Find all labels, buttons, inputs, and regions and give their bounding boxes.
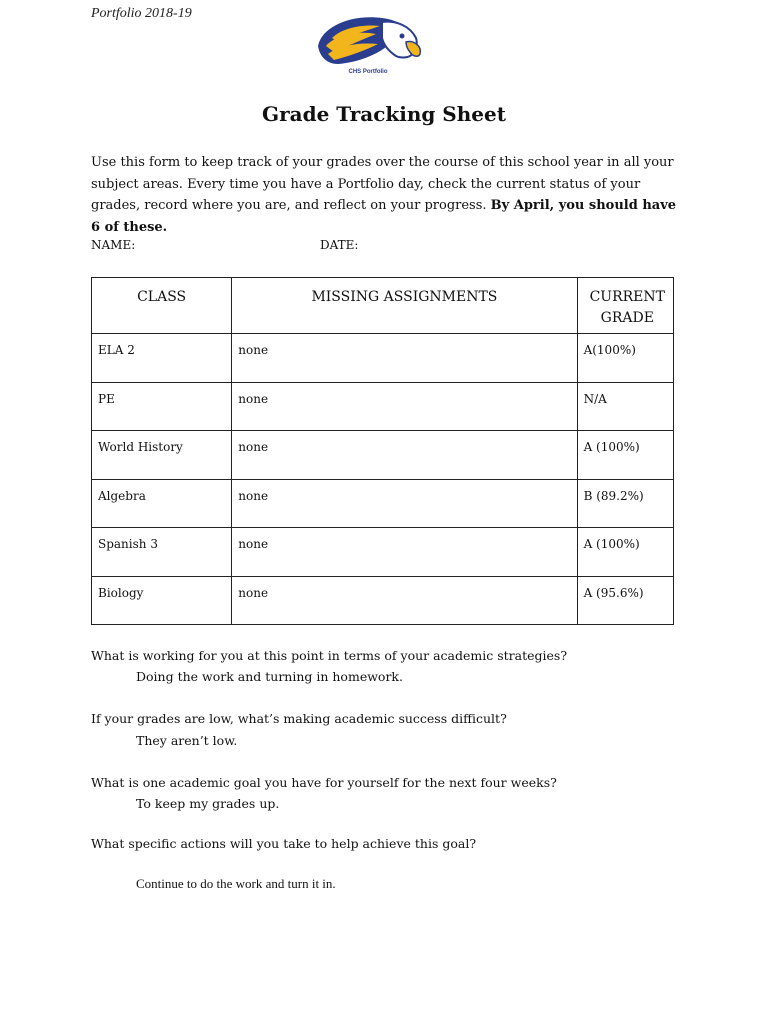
grade-table <box>91 277 674 625</box>
table-row <box>92 382 674 431</box>
class-cell: ELA 2 <box>92 334 232 383</box>
answer-1: Doing the work and turning in homework. <box>136 669 403 684</box>
table-row <box>92 431 674 480</box>
answer-4: Continue to do the work and turn it in. <box>136 876 336 891</box>
question-2: If your grades are low, what’s making academic success difficult? <box>91 711 507 726</box>
table-row <box>92 576 674 625</box>
grade-cell: N/A <box>577 382 673 431</box>
answer-2: They aren’t low. <box>136 733 238 748</box>
header-class: CLASS <box>92 278 232 334</box>
class-cell: Biology <box>92 576 232 625</box>
missing-cell: none <box>232 528 577 577</box>
grade-cell: A (95.6%) <box>577 576 673 625</box>
portfolio-year-note: Portfolio 2018-19 <box>91 6 192 21</box>
intro-text: Use this form to keep track of your grades over the course of this school year in all your subject areas. Every time you have a Portfolio day, check the current status of your grades, record where you are, and reflect on your progress. <box>91 155 674 213</box>
class-cell: PE <box>92 382 232 431</box>
question-3: What is one academic goal you have for yourself for the next four weeks? <box>91 775 557 790</box>
question-4: What specific actions will you take to help achieve this goal? <box>91 836 477 851</box>
page-title: Grade Tracking Sheet <box>262 102 506 126</box>
header-missing-assignments: MISSING ASSIGNMENTS <box>232 278 577 334</box>
grade-cell: A (100%) <box>577 431 673 480</box>
missing-cell: none <box>232 334 577 383</box>
missing-cell: none <box>232 576 577 625</box>
grade-cell: A(100%) <box>577 334 673 383</box>
grade-table-header-row <box>92 278 674 334</box>
date-label: DATE: <box>320 238 359 252</box>
intro-emphasis: By April, you should have 6 of these. <box>91 198 677 235</box>
missing-cell: none <box>232 431 577 480</box>
question-1: What is working for you at this point in terms of your academic strategies? <box>91 648 568 663</box>
class-cell: Algebra <box>92 479 232 528</box>
table-row <box>92 528 674 577</box>
class-cell: Spanish 3 <box>92 528 232 577</box>
grade-cell: A (100%) <box>577 528 673 577</box>
class-cell: World History <box>92 431 232 480</box>
answer-3: To keep my grades up. <box>136 796 280 811</box>
missing-cell: none <box>232 479 577 528</box>
table-row <box>92 479 674 528</box>
missing-cell: none <box>232 382 577 431</box>
header-current-grade: CURRENT GRADE <box>577 278 673 334</box>
logo-caption: CHS Portfolio <box>348 69 388 75</box>
name-label: NAME: <box>91 238 136 252</box>
eagle-logo <box>312 8 424 88</box>
table-row <box>92 334 674 383</box>
intro-paragraph <box>91 152 681 238</box>
grade-cell: B (89.2%) <box>577 479 673 528</box>
